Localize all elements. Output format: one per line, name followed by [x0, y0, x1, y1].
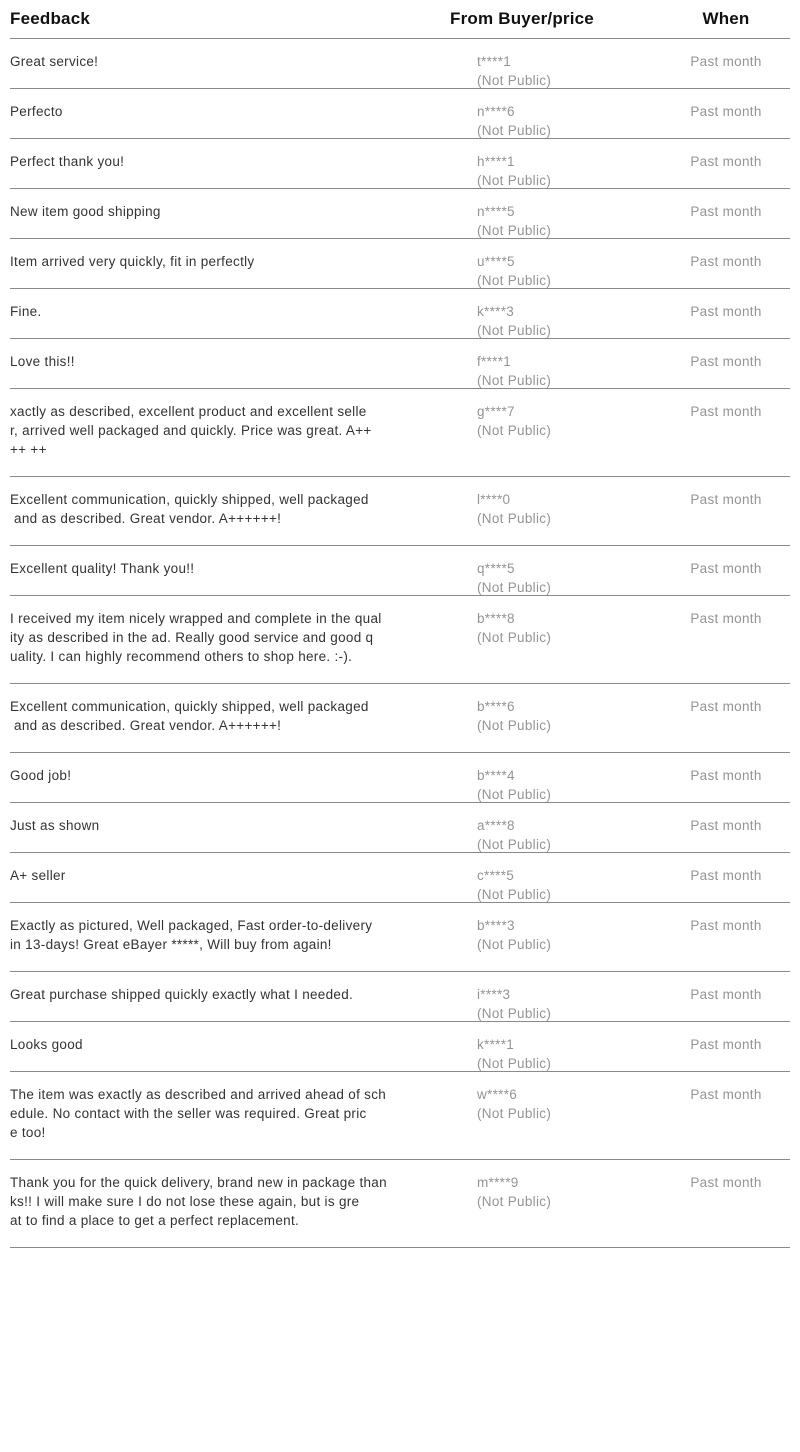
buyer-masked-id: m****9: [477, 1175, 519, 1190]
buyer-cell: [450, 609, 662, 645]
feedback-text: [10, 490, 450, 528]
buyer-masked-id: b****6: [477, 699, 515, 714]
feedback-line: ity as described in the ad. Really good service and good q: [10, 630, 374, 645]
buyer-cell: [450, 202, 662, 238]
buyer-masked-id: w****6: [477, 1087, 518, 1102]
buyer-privacy-label: (Not Public): [477, 718, 552, 733]
feedback-when: Past month: [690, 54, 762, 69]
buyer-privacy-label: (Not Public): [477, 323, 552, 338]
feedback-line: Exactly as pictured, Well packaged, Fast order-to-delivery: [10, 918, 373, 933]
feedback-text: [10, 559, 450, 578]
feedback-line: Excellent communication, quickly shipped, well packaged: [10, 699, 369, 714]
buyer-masked-id: u****5: [477, 254, 515, 269]
feedback-table-header: [10, 0, 790, 39]
feedback-row: [10, 903, 790, 972]
feedback-text: [10, 866, 450, 885]
feedback-text: [10, 916, 450, 954]
feedback-text: [10, 766, 450, 785]
buyer-masked-id: n****6: [477, 104, 515, 119]
buyer-privacy-label: (Not Public): [477, 630, 552, 645]
feedback-line: Excellent quality! Thank you!!: [10, 561, 195, 576]
feedback-text: [10, 1035, 450, 1054]
buyer-masked-id: h****1: [477, 154, 515, 169]
buyer-cell: [450, 866, 662, 902]
feedback-when: Past month: [690, 987, 762, 1002]
buyer-cell: [450, 152, 662, 188]
feedback-text: [10, 52, 450, 71]
feedback-text: [10, 697, 450, 735]
buyer-cell: [450, 985, 662, 1021]
buyer-cell: [450, 916, 662, 952]
feedback-row: [10, 477, 790, 546]
buyer-cell: [450, 816, 662, 852]
feedback-line: Perfect thank you!: [10, 154, 125, 169]
buyer-cell: [450, 302, 662, 338]
buyer-privacy-label: (Not Public): [477, 423, 552, 438]
feedback-text: [10, 102, 450, 121]
feedback-text: [10, 816, 450, 835]
buyer-privacy-label: (Not Public): [477, 937, 552, 952]
feedback-line: Great purchase shipped quickly exactly what I needed.: [10, 987, 354, 1002]
feedback-line: Great service!: [10, 54, 99, 69]
feedback-line: A+ seller: [10, 868, 66, 883]
feedback-row: [10, 684, 790, 753]
buyer-privacy-label: (Not Public): [477, 173, 552, 188]
buyer-masked-id: b****4: [477, 768, 515, 783]
feedback-row: [10, 239, 790, 289]
feedback-line: in 13-days! Great eBayer *****, Will buy from again!: [10, 937, 332, 952]
buyer-masked-id: i****3: [477, 987, 511, 1002]
feedback-row: [10, 972, 790, 1022]
buyer-cell: [450, 697, 662, 733]
buyer-masked-id: f****1: [477, 354, 512, 369]
feedback-line: Just as shown: [10, 818, 100, 833]
feedback-line: I received my item nicely wrapped and complete in the qual: [10, 611, 382, 626]
feedback-line: New item good shipping: [10, 204, 161, 219]
feedback-row: [10, 389, 790, 477]
buyer-privacy-label: (Not Public): [477, 1194, 552, 1209]
buyer-privacy-label: (Not Public): [477, 887, 552, 902]
buyer-cell: [450, 1035, 662, 1071]
feedback-when: Past month: [690, 611, 762, 626]
buyer-masked-id: g****7: [477, 404, 515, 419]
feedback-when: Past month: [690, 204, 762, 219]
buyer-cell: [450, 1085, 662, 1121]
buyer-masked-id: k****3: [477, 304, 515, 319]
feedback-when: Past month: [690, 104, 762, 119]
feedback-when: Past month: [690, 1175, 762, 1190]
feedback-when: Past month: [690, 1087, 762, 1102]
feedback-line: Love this!!: [10, 354, 75, 369]
feedback-row: [10, 339, 790, 389]
feedback-when: Past month: [690, 868, 762, 883]
feedback-row: [10, 189, 790, 239]
buyer-privacy-label: (Not Public): [477, 73, 552, 88]
feedback-when: Past month: [690, 1037, 762, 1052]
buyer-cell: [450, 52, 662, 88]
buyer-cell: [450, 766, 662, 802]
buyer-cell: [450, 252, 662, 288]
buyer-masked-id: a****8: [477, 818, 515, 833]
feedback-line: xactly as described, excellent product and excellent selle: [10, 404, 367, 419]
buyer-masked-id: b****8: [477, 611, 515, 626]
buyer-masked-id: t****1: [477, 54, 512, 69]
feedback-row: [10, 1022, 790, 1072]
feedback-when: Past month: [690, 818, 762, 833]
buyer-masked-id: l****0: [477, 492, 511, 507]
feedback-text: [10, 302, 450, 321]
feedback-line: Good job!: [10, 768, 72, 783]
feedback-text: [10, 202, 450, 221]
feedback-when: Past month: [690, 918, 762, 933]
buyer-masked-id: n****5: [477, 204, 515, 219]
buyer-masked-id: c****5: [477, 868, 515, 883]
feedback-line: edule. No contact with the seller was required. Great pric: [10, 1106, 367, 1121]
buyer-privacy-label: (Not Public): [477, 787, 552, 802]
feedback-line: Looks good: [10, 1037, 83, 1052]
column-header-feedback: Feedback: [10, 9, 91, 28]
feedback-row: [10, 596, 790, 684]
feedback-line: ks!! I will make sure I do not lose these again, but is gre: [10, 1194, 360, 1209]
feedback-text: [10, 402, 450, 459]
feedback-when: Past month: [690, 699, 762, 714]
feedback-text: [10, 352, 450, 371]
feedback-when: Past month: [690, 561, 762, 576]
buyer-privacy-label: (Not Public): [477, 373, 552, 388]
buyer-cell: [450, 490, 662, 526]
feedback-when: Past month: [690, 492, 762, 507]
feedback-line: Item arrived very quickly, fit in perfectly: [10, 254, 255, 269]
feedback-row: [10, 289, 790, 339]
buyer-masked-id: k****1: [477, 1037, 515, 1052]
buyer-privacy-label: (Not Public): [477, 223, 552, 238]
buyer-cell: [450, 352, 662, 388]
feedback-when: Past month: [690, 254, 762, 269]
feedback-line: Thank you for the quick delivery, brand new in package than: [10, 1175, 387, 1190]
feedback-line: ++ ++: [10, 442, 47, 457]
feedback-table: [10, 0, 790, 1248]
feedback-row: [10, 1160, 790, 1248]
buyer-privacy-label: (Not Public): [477, 123, 552, 138]
column-header-from-buyer-price: From Buyer/price: [450, 9, 594, 28]
feedback-text: [10, 609, 450, 666]
feedback-row: [10, 803, 790, 853]
feedback-row: [10, 546, 790, 596]
buyer-masked-id: q****5: [477, 561, 515, 576]
feedback-line: at to find a place to get a perfect replacement.: [10, 1213, 300, 1228]
buyer-privacy-label: (Not Public): [477, 1056, 552, 1071]
buyer-cell: [450, 102, 662, 138]
feedback-when: Past month: [690, 404, 762, 419]
buyer-cell: [450, 1173, 662, 1209]
feedback-row: [10, 1072, 790, 1160]
feedback-row: [10, 853, 790, 903]
feedback-text: [10, 1085, 450, 1142]
buyer-privacy-label: (Not Public): [477, 580, 552, 595]
feedback-rows: [10, 39, 790, 1248]
column-header-when: When: [702, 9, 750, 28]
feedback-line: and as described. Great vendor. A++++++!: [10, 718, 282, 733]
buyer-masked-id: b****3: [477, 918, 515, 933]
feedback-row: [10, 753, 790, 803]
feedback-line: Perfecto: [10, 104, 63, 119]
feedback-when: Past month: [690, 768, 762, 783]
feedback-row: [10, 89, 790, 139]
feedback-text: [10, 152, 450, 171]
buyer-privacy-label: (Not Public): [477, 511, 552, 526]
feedback-when: Past month: [690, 304, 762, 319]
feedback-line: uality. I can highly recommend others to shop here. :-).: [10, 649, 353, 664]
buyer-cell: [450, 402, 662, 438]
buyer-privacy-label: (Not Public): [477, 273, 552, 288]
feedback-text: [10, 985, 450, 1004]
feedback-line: Excellent communication, quickly shipped, well packaged: [10, 492, 369, 507]
feedback-line: Fine.: [10, 304, 42, 319]
feedback-line: r, arrived well packaged and quickly. Price was great. A++: [10, 423, 372, 438]
feedback-text: [10, 252, 450, 271]
feedback-row: [10, 39, 790, 89]
feedback-row: [10, 139, 790, 189]
buyer-cell: [450, 559, 662, 595]
buyer-privacy-label: (Not Public): [477, 837, 552, 852]
feedback-text: [10, 1173, 450, 1230]
buyer-privacy-label: (Not Public): [477, 1106, 552, 1121]
buyer-privacy-label: (Not Public): [477, 1006, 552, 1021]
feedback-line: The item was exactly as described and arrived ahead of sch: [10, 1087, 387, 1102]
feedback-when: Past month: [690, 354, 762, 369]
feedback-when: Past month: [690, 154, 762, 169]
feedback-line: and as described. Great vendor. A++++++!: [10, 511, 282, 526]
feedback-line: e too!: [10, 1125, 46, 1140]
